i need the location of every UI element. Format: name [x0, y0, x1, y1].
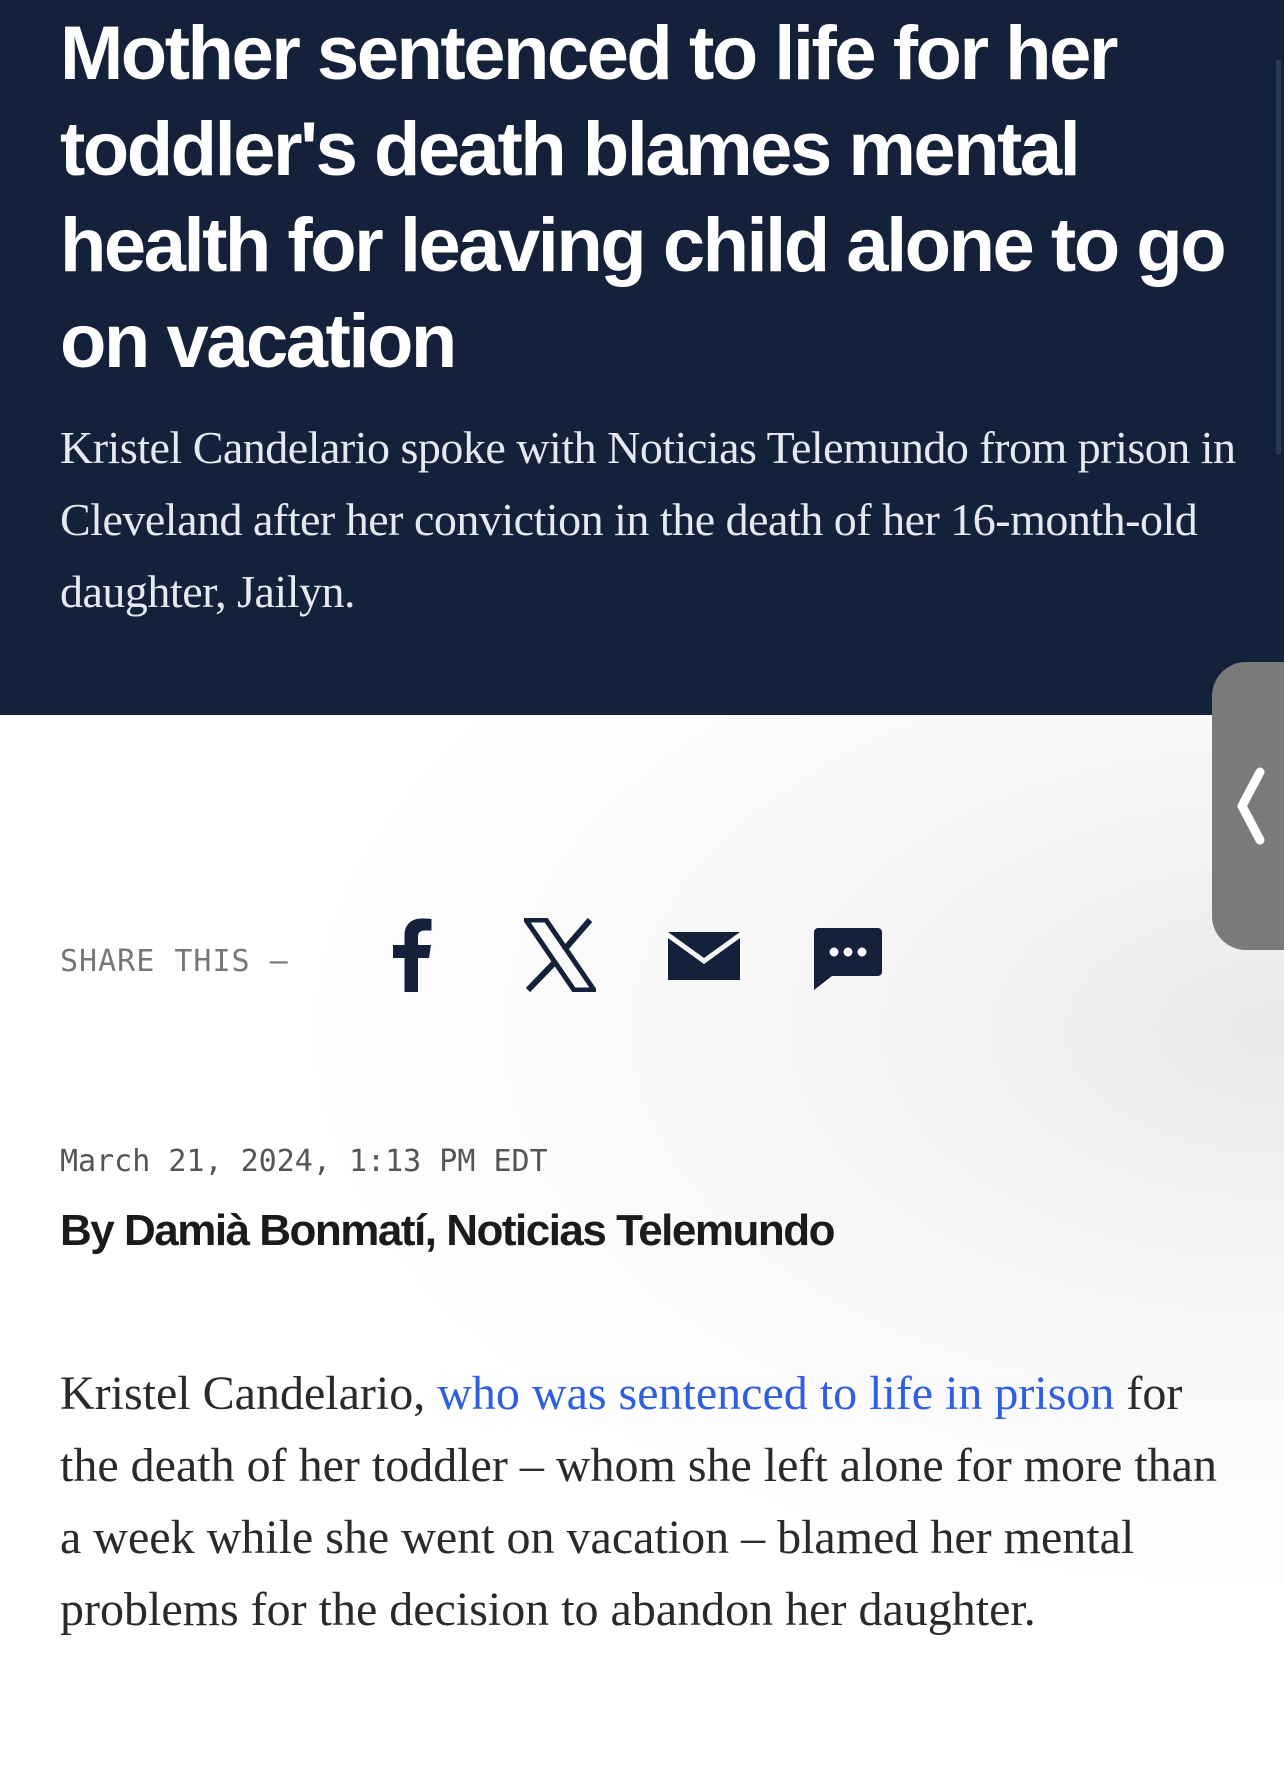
article-byline: By Damià Bonmatí, Noticias Telemundo: [60, 1206, 835, 1255]
article-dek: Kristel Candelario spoke with Noticias Telemundo from prison in Cleveland after her conviction in the death of her 16-month-old daughter, Jailyn.: [60, 422, 1236, 617]
sentence-link[interactable]: who was sentenced to life in prison: [437, 1367, 1115, 1420]
chevron-left-icon: [1232, 766, 1272, 846]
scrollbar[interactable]: [1276, 60, 1281, 455]
x-share-button[interactable]: [524, 918, 596, 992]
article-timestamp: March 21, 2024, 1:13 PM EDT: [60, 1144, 548, 1179]
sms-icon: [814, 928, 882, 990]
paragraph-text-end: for the death of her toddler – whom she left alone for more than a week while she went on vacation – blamed her mental problems for the decision to abandon her daughter.: [60, 1367, 1217, 1636]
x-icon: [524, 918, 596, 992]
facebook-share-button[interactable]: [392, 918, 432, 992]
article-paragraph: [60, 1358, 1230, 1646]
headline: Mother sentenced to life for her toddler's death blames mental health for leaving child alone to go on vacation: [60, 11, 1225, 384]
paragraph-text-start: Kristel Candelario,: [60, 1367, 438, 1420]
sms-share-button[interactable]: [814, 928, 882, 990]
email-share-button[interactable]: [668, 932, 740, 980]
share-label: SHARE THIS —: [60, 944, 289, 979]
email-icon: [668, 932, 740, 980]
facebook-icon: [392, 918, 432, 992]
article-header: [0, 0, 1284, 715]
side-panel-toggle[interactable]: [1212, 662, 1284, 950]
